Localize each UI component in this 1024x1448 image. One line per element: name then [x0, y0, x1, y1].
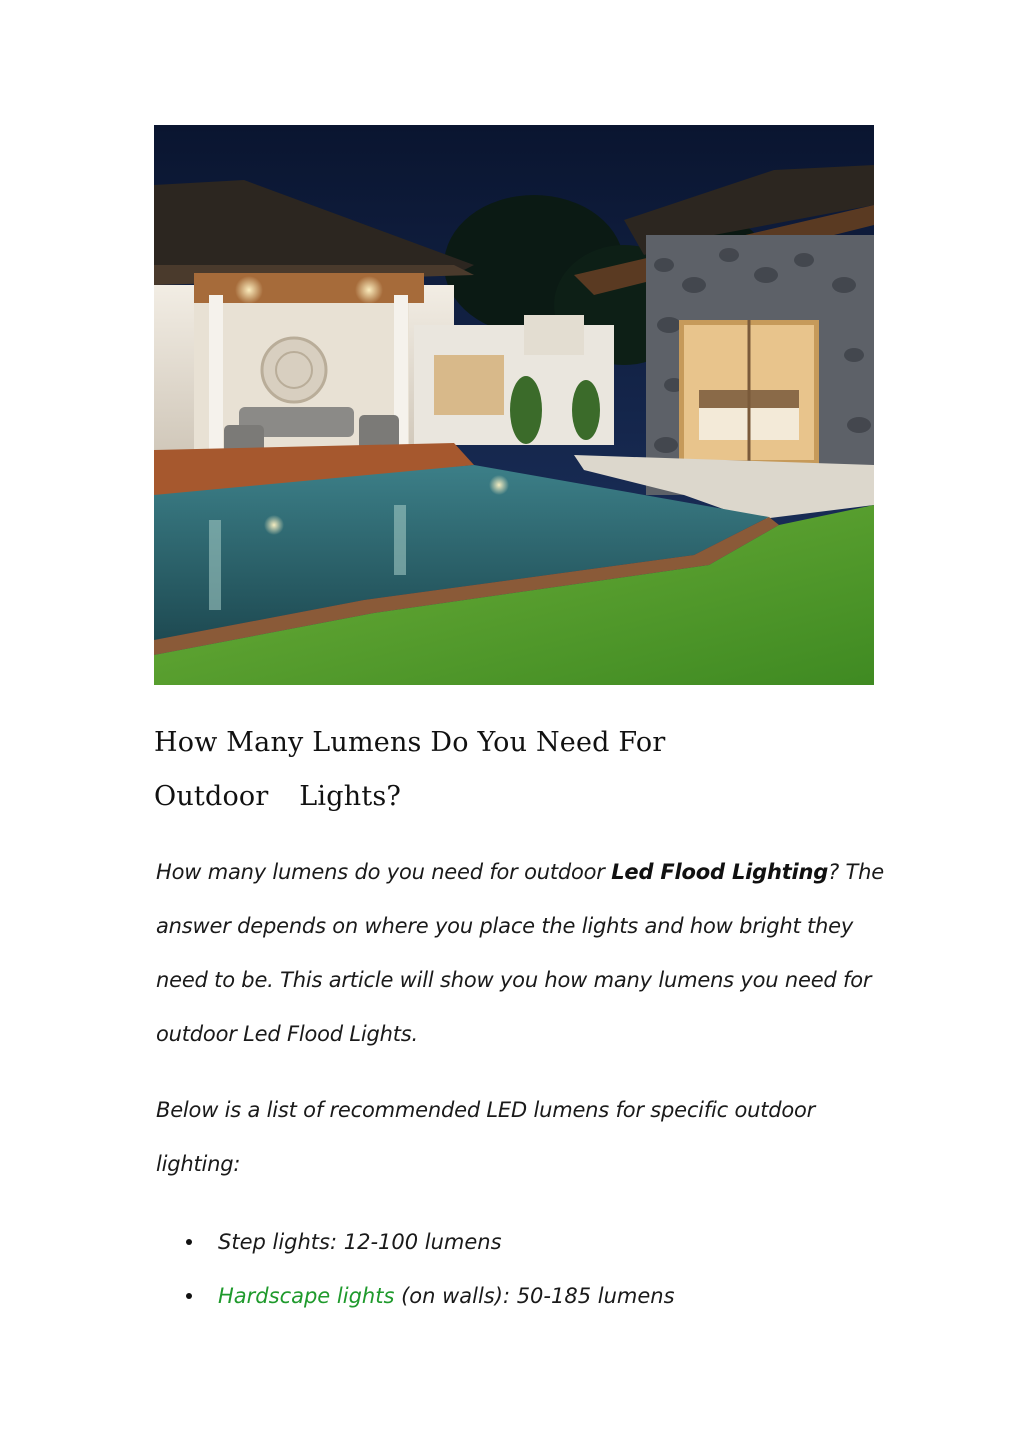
hardscape-lights-link[interactable]: Hardscape lights [218, 1284, 395, 1308]
article-title-word-outdoor: Outdoor [154, 781, 269, 812]
intro-text-before: How many lumens do you need for outdoor [156, 860, 612, 884]
article-title [154, 716, 854, 824]
villa-pool-photo [154, 125, 874, 685]
hero-image [154, 125, 874, 685]
article-title-line-1: How Many Lumens Do You Need For [154, 727, 666, 758]
intro-text-after: ? The answer depends on where you place the lights and how bright they need to be. This article will show you how many lumens you need for outdoor Led Flood Lights. [156, 860, 885, 1046]
intro-bold-led-flood-lighting: Led Flood Lighting [611, 860, 829, 884]
bullet-icon [186, 1239, 192, 1245]
list-item [156, 1215, 896, 1269]
list-item [156, 1269, 896, 1323]
list-intro-paragraph: Below is a list of recommended LED lumens for specific outdoor lighting: [156, 1098, 816, 1176]
list-item-text: Step lights: 12-100 lumens [218, 1230, 502, 1254]
bullet-icon [186, 1293, 192, 1299]
lumens-list [156, 1215, 896, 1323]
intro-paragraph [156, 845, 896, 1061]
article-title-word-lights: Lights? [299, 781, 402, 812]
article-title-line-2 [154, 770, 854, 824]
list-item-text: (on walls): 50-185 lumens [394, 1284, 675, 1308]
